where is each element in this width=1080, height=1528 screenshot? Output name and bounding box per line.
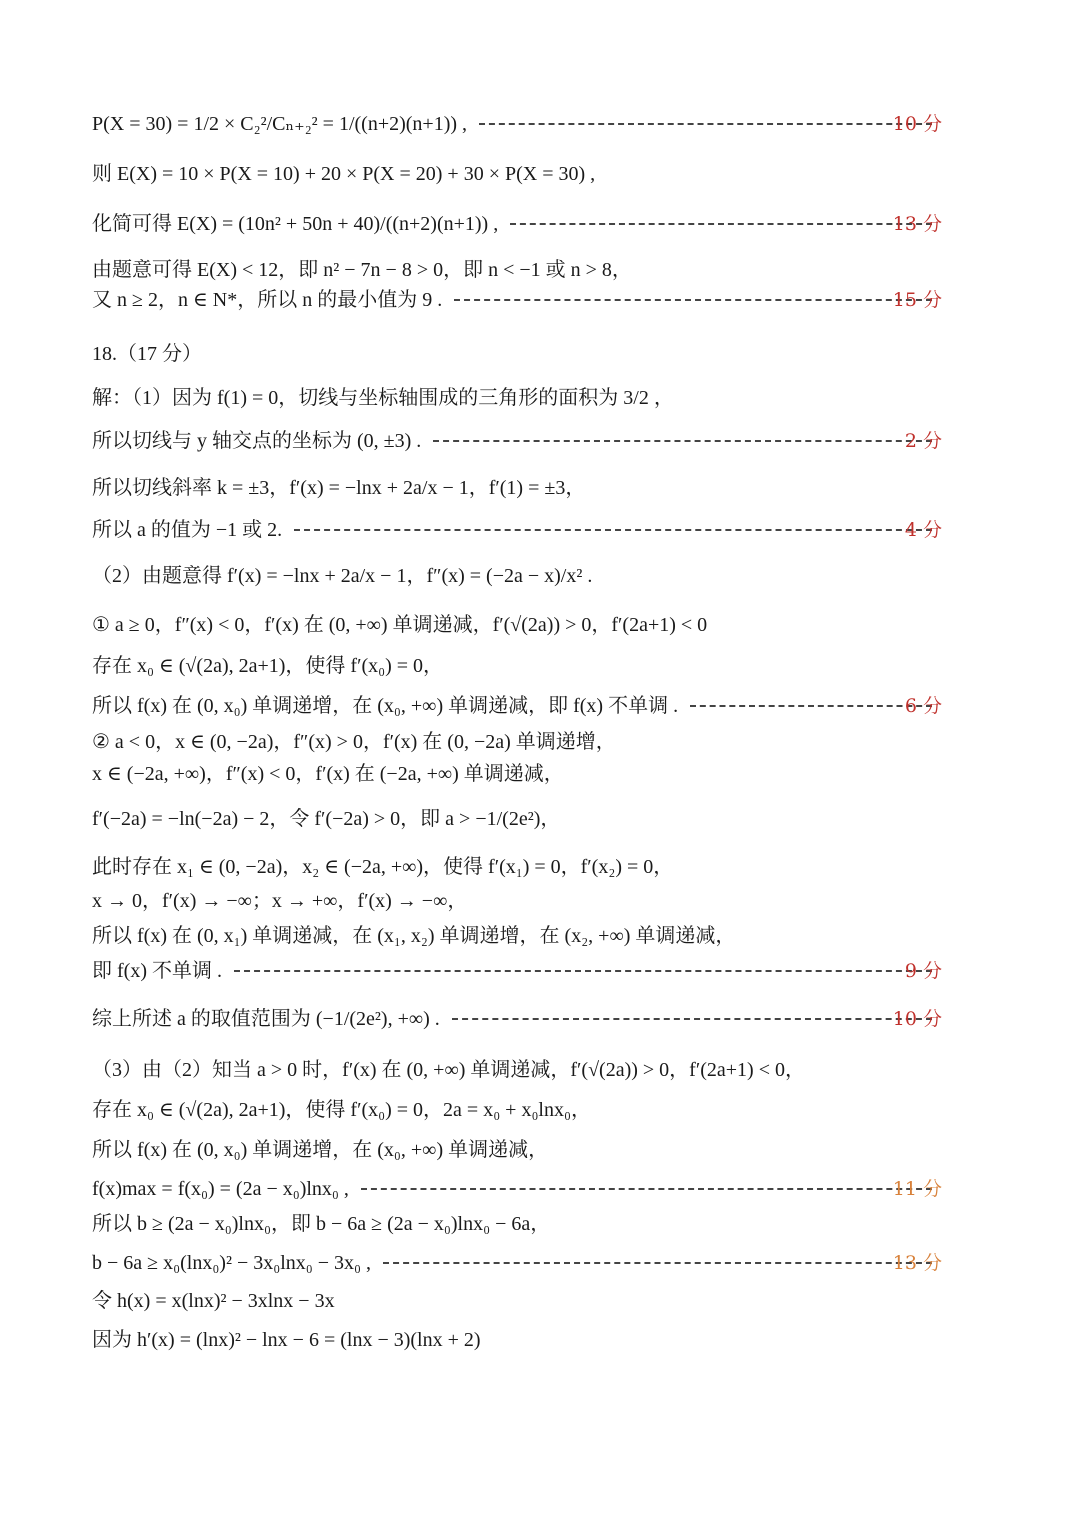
solution-line bbox=[92, 427, 940, 455]
line-text: 综上所述 a 的取值范围为 (−1/(2e²), +∞) . bbox=[92, 1008, 440, 1030]
line-text: f(x)max = f(x₀) = (2a − x₀)lnx₀ , bbox=[92, 1178, 349, 1200]
solution-line bbox=[92, 1096, 940, 1124]
solution-line bbox=[92, 922, 940, 950]
line-text: ② a < 0，x ∈ (0, −2a)，f″(x) > 0，f′(x) 在 (0, −2a) 单调递增， bbox=[92, 731, 616, 753]
score-mark: 9 分 bbox=[904, 960, 942, 982]
solution-line bbox=[92, 516, 940, 544]
solution-line bbox=[92, 160, 940, 188]
line-text: 18.（17 分） bbox=[92, 343, 202, 365]
line-text: 因为 h′(x) = (lnx)² − lnx − 6 = (lnx − 3)(lnx + 2) bbox=[92, 1329, 481, 1351]
line-text: 存在 x₀ ∈ (√(2a), 2a+1)，使得 f′(x₀) = 0， bbox=[92, 655, 444, 677]
solution-line bbox=[92, 760, 940, 788]
line-text: 即 f(x) 不单调 . bbox=[92, 960, 222, 982]
line-text: 解：（1）因为 f(1) = 0，切线与坐标轴围成的三角形的面积为 3/2 ， bbox=[92, 387, 674, 409]
dashed-leader bbox=[479, 123, 932, 125]
solution-line bbox=[92, 1175, 940, 1203]
score-mark: 6 分 bbox=[904, 695, 942, 717]
line-text: 化简可得 E(X) = (10n² + 50n + 40)/((n+2)(n+1)) , bbox=[92, 213, 499, 235]
line-text: b − 6a ≥ x₀(lnx₀)² − 3x₀lnx₀ − 3x₀ , bbox=[92, 1252, 371, 1274]
solution-line bbox=[92, 793, 940, 845]
line-text: 所以 f(x) 在 (0, x₁) 单调递减，在 (x₁, x₂) 单调递增，在 (x₂, +∞) 单调递减， bbox=[92, 925, 736, 947]
score-mark: 13 分 bbox=[892, 213, 942, 235]
line-text: 此时存在 x₁ ∈ (0, −2a)，x₂ ∈ (−2a, +∞)，使得 f′(x₁) = 0，f′(x₂) = 0， bbox=[92, 856, 674, 878]
line-text: 所以 a 的值为 −1 或 2. bbox=[92, 519, 283, 541]
line-text: （2）由题意得 f′(x) = −lnx + 2a/x − 1，f″(x) = (−2a − x)/x² . bbox=[92, 565, 593, 587]
line-text: 令 h(x) = x(lnx)² − 3xlnx − 3x bbox=[92, 1290, 335, 1312]
line-text: 所以 f(x) 在 (0, x₀) 单调递增，在 (x₀, +∞) 单调递减，即 f(x) 不单调 . bbox=[92, 695, 679, 717]
line-text: ① a ≥ 0，f″(x) < 0，f′(x) 在 (0, +∞) 单调递减，f′(√(2a)) > 0，f′(2a+1) < 0 bbox=[92, 614, 708, 636]
solution-line bbox=[92, 256, 940, 284]
solution-line bbox=[92, 372, 940, 424]
line-text: 所以切线斜率 k = ±3，f′(x) = −lnx + 2a/x − 1，f′(1) = ±3， bbox=[92, 477, 586, 499]
dashed-leader bbox=[454, 299, 932, 301]
solution-line bbox=[92, 1249, 940, 1277]
line-text: 所以 b ≥ (2a − x₀)lnx₀，即 b − 6a ≥ (2a − x₀)lnx₀ − 6a， bbox=[92, 1213, 551, 1235]
solution-line bbox=[92, 887, 940, 915]
score-mark: 10 分 bbox=[892, 113, 942, 135]
solution-line bbox=[92, 1287, 940, 1315]
solution-line bbox=[92, 1210, 940, 1238]
score-mark: 15 分 bbox=[892, 289, 942, 311]
solution-line bbox=[92, 611, 940, 639]
dashed-leader bbox=[361, 1188, 932, 1190]
solution-line bbox=[92, 993, 940, 1045]
solution-line bbox=[92, 98, 940, 150]
dashed-leader bbox=[383, 1262, 932, 1264]
line-text: P(X = 30) = 1/2 × C₂²/Cₙ₊₂² = 1/((n+2)(n+1)) , bbox=[92, 113, 468, 135]
solution-line bbox=[92, 728, 940, 756]
line-text: （3）由（2）知当 a > 0 时，f′(x) 在 (0, +∞) 单调递减，f′(√(2a)) > 0，f′(2a+1) < 0， bbox=[92, 1059, 805, 1081]
line-text: 由题意可得 E(X) < 12，即 n² − 7n − 8 > 0，即 n < −1 或 n > 8， bbox=[92, 259, 632, 281]
solution-line bbox=[92, 198, 940, 250]
line-text: 存在 x₀ ∈ (√(2a), 2a+1)，使得 f′(x₀) = 0，2a = x₀ + x₀lnx₀， bbox=[92, 1099, 591, 1121]
dashed-leader bbox=[452, 1018, 932, 1020]
solution-line bbox=[92, 286, 940, 314]
line-text: f′(−2a) = −ln(−2a) − 2，令 f′(−2a) > 0，即 a > −1/(2e²)， bbox=[92, 808, 561, 830]
solution-line bbox=[92, 853, 940, 881]
score-mark: 2 分 bbox=[904, 430, 942, 452]
dashed-leader bbox=[510, 223, 932, 225]
line-text: x ∈ (−2a, +∞)，f″(x) < 0，f′(x) 在 (−2a, +∞) 单调递减， bbox=[92, 763, 564, 785]
score-mark: 4 分 bbox=[904, 519, 942, 541]
solution-line bbox=[92, 1056, 940, 1084]
line-text: 所以切线与 y 轴交点的坐标为 (0, ±3) . bbox=[92, 430, 422, 452]
dashed-leader bbox=[690, 705, 932, 707]
solution-line bbox=[92, 1326, 940, 1354]
line-text: 所以 f(x) 在 (0, x₀) 单调递增，在 (x₀, +∞) 单调递减， bbox=[92, 1139, 549, 1161]
solution-line bbox=[92, 1136, 940, 1164]
line-text: 又 n ≥ 2，n ∈ N*，所以 n 的最小值为 9 . bbox=[92, 289, 443, 311]
dashed-leader bbox=[294, 529, 932, 531]
score-mark: 13 分 bbox=[892, 1252, 942, 1274]
solution-line bbox=[92, 692, 940, 720]
dashed-leader bbox=[433, 440, 932, 442]
question-header bbox=[92, 340, 940, 368]
score-mark: 11 分 bbox=[892, 1178, 942, 1200]
solution-line bbox=[92, 550, 940, 602]
line-text: 则 E(X) = 10 × P(X = 10) + 20 × P(X = 20) + 30 × P(X = 30) , bbox=[92, 163, 596, 185]
solution-line bbox=[92, 652, 940, 680]
dashed-leader bbox=[234, 970, 932, 972]
solution-line bbox=[92, 462, 940, 514]
line-text: x → 0，f′(x) → −∞；x → +∞，f′(x) → −∞， bbox=[92, 890, 468, 912]
score-mark: 10 分 bbox=[892, 1008, 942, 1030]
solution-line bbox=[92, 957, 940, 985]
